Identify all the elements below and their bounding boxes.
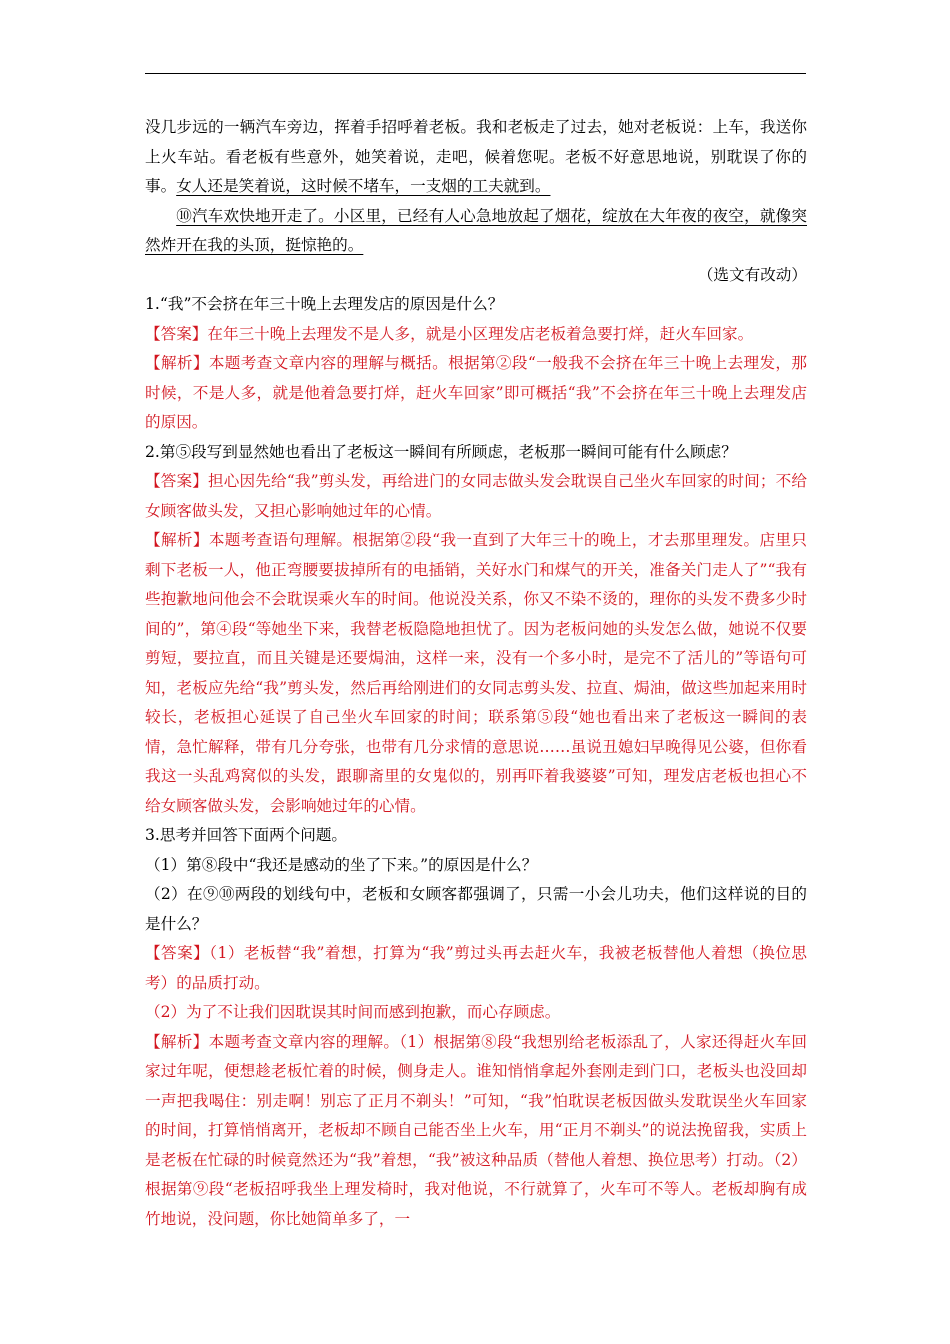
document-body (145, 113, 807, 1234)
answer-text: 担心因先给“我”剪头发，再给进门的女同志做头发会耽误自己坐火车回家的时间；不给女顾客做头发，又担心影响她过年的心情。 (145, 472, 807, 520)
analysis-tag: 【解析】 (145, 354, 209, 372)
analysis-1 (145, 349, 807, 438)
question-3-sub-1: （1）第⑧段中“我还是感动的坐了下来。”的原因是什么？ (145, 855, 538, 874)
question-3-sub-2: （2）在⑨⑩两段的划线句中，老板和女顾客都强调了，只需一小会儿功夫，他们这样说的目的是什么？ (145, 885, 807, 933)
analysis-text: 本题考查文章内容的理解与概括。根据第②段“一般我不会挤在年三十晚上去理发，那时候，不是人多，就是他着急要打烊，赶火车回家”即可概括“我”不会挤在年三十晚上去理发店的原因。 (145, 354, 807, 431)
underlined-sentence: ⑩汽车欢快地开走了。小区里，已经有人心急地放起了烟花，绽放在大年夜的夜空，就像突然炸开在我的头顶，挺惊艳的。 (145, 206, 807, 254)
answer-3-part-2: （2）为了不让我们因耽误其时间而感到抱歉，而心存顾虑。 (145, 1003, 561, 1021)
answer-2 (145, 467, 807, 526)
answer-3-part-1 (145, 939, 807, 998)
analysis-tag: 【解析】 (145, 1032, 209, 1051)
passage-text: 没几步远的一辆汽车旁边，挥着手招呼着老板。我和老板走了过去，她对老板说：上车，我送你上火车站。看老板有些意外，她笑着说，走吧，候着您呢。老板不好意思地说，别耽误了你的事。 (145, 118, 807, 195)
answer-tag: 【答案】 (145, 944, 210, 962)
question-2: 2.第⑤段写到显然她也看出了老板这一瞬间有所顾虑，老板那一瞬间可能有什么顾虑？ (145, 442, 737, 461)
answer-tag: 【答案】 (145, 472, 209, 490)
passage-paragraph-10 (145, 202, 807, 261)
passage-paragraph-9 (145, 113, 807, 202)
header-rule (145, 73, 806, 74)
analysis-text: 本题考查文章内容的理解。（1）根据第⑧段“我想别给老板添乱了，人家还得赶火车回家过年呢，便想趁老板忙着的时候，侧身走人。谁知悄悄拿起外套刚走到门口，老板头也没回却一声把我喝住：别走啊！别忘了正月不剃头！”可知，“我”怕耽误老板因做头发耽误坐火车回家的时间，打算悄悄离开，老板却不顾自己能否坐上火车，用“正月不剃头”的说法挽留我，实质上是老板在忙碌的时候竟然还为“我”着想，“我”被这种品质（替他人着想、换位思考）打动。（2）根据第⑨段“老板招呼我坐上理发椅时，我对他说，不行就算了，火车可不等人。老板却胸有成竹地说，没问题，你比她简单多了，一 (145, 1032, 807, 1228)
analysis-tag: 【解析】 (145, 531, 209, 549)
answer-1 (145, 320, 807, 350)
answer-text: 在年三十晚上去理发不是人多，就是小区理发店老板着急要打烊，赶火车回家。 (207, 324, 754, 343)
question-3: 3.思考并回答下面两个问题。 (145, 826, 348, 844)
answer-text: （1）老板替“我”着想，打算为“我”剪过头再去赶火车，我被老板替他人着想（换位思考）的品质打动。 (145, 944, 807, 992)
analysis-3 (145, 1028, 807, 1235)
source-note: （选文有改动） (697, 265, 807, 284)
analysis-2 (145, 526, 807, 821)
answer-tag: 【答案】 (145, 324, 208, 343)
question-1: 1.“我”不会挤在年三十晚上去理发店的原因是什么？ (145, 295, 504, 313)
underlined-sentence: 女人还是笑着说，这时候不堵车，一支烟的工夫就到。 (176, 177, 551, 195)
analysis-text: 本题考查语句理解。根据第②段“我一直到了大年三十的晚上，才去那里理发。店里只剩下老板一人，他正弯腰要拔掉所有的电插销，关好水门和煤气的开关，准备关门走人了”“我有些抱歉地问他会不会耽误乘火车的时间。他说没关系，你又不染不烫的，理你的头发不费多少时间的”，第④段“等她坐下来，我替老板隐隐地担忧了。因为老板问她的头发怎么做，她说不仅要剪短，要拉直，而且关键是还要焗油，这样一来，没有一个多小时，是完不了活儿的”等语句可知，老板应先给“我”剪头发，然后再给刚进们的女同志剪头发、拉直、焗油，做这些加起来用时较长，老板担心延误了自己坐火车回家的时间；联系第⑤段“她也看出来了老板这一瞬间的表情，急忙解释，带有几分夸张，也带有几分求情的意思说……虽说丑媳妇早晚得见公婆，但你看我这一头乱鸡窝似的头发，跟聊斋里的女鬼似的，别再吓着我婆婆”可知，理发店老板也担心不给女顾客做头发，会影响她过年的心情。 (145, 531, 807, 815)
